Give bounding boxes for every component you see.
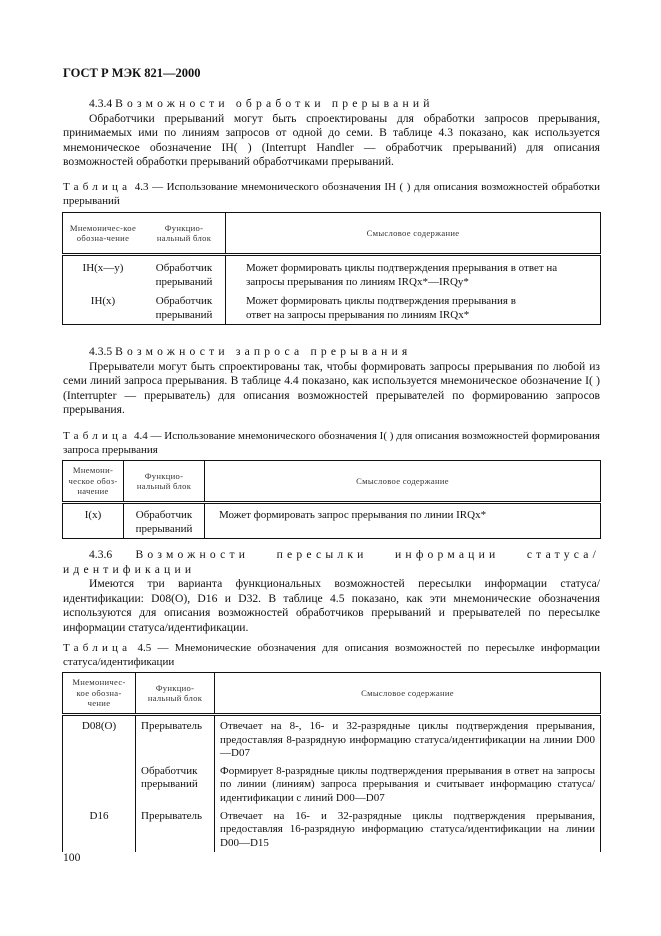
cell: Обработчик прерываний bbox=[155, 295, 213, 321]
cell: IH(x) bbox=[90, 295, 116, 308]
table-label: Таблица bbox=[63, 430, 132, 442]
column-header: Мнемони-ческое обоз-начение bbox=[63, 461, 124, 503]
cell: D08(O) bbox=[81, 720, 117, 732]
cell bbox=[63, 763, 136, 808]
section-number: 4.3.5 bbox=[89, 345, 113, 358]
document-header: ГОСТ Р МЭК 821—2000 bbox=[63, 66, 201, 80]
section-4-3-5 bbox=[63, 345, 600, 418]
paragraph: Обработчики прерываний могут быть спроектированы для обработки запросов прерывания, принимаемых ими по линиям запросов от одной до семи. В таблице 4.3 показано, как используется мнемоническое обозначение IH( ) (Interrupt Handler — обработчик прерываний) для описания возможностей обработки прерываний обработчиками прерываний. bbox=[63, 111, 600, 169]
cell: Может формировать циклы подтверждения прерывания в ответ на запросы прерывания по линиям IRQx*—IRQy* bbox=[226, 255, 601, 294]
cell: Может формировать циклы подтверждения прерывания в ответ на запросы прерывания по линиям IRQx* bbox=[226, 293, 601, 325]
table-4-4 bbox=[62, 460, 601, 539]
cell: Обработчик прерываний bbox=[124, 503, 205, 539]
section-4-3-6 bbox=[63, 548, 600, 636]
table-row bbox=[63, 255, 601, 294]
cell: Прерыватель bbox=[136, 715, 215, 763]
table-4-3-caption bbox=[63, 181, 600, 208]
table-row bbox=[63, 763, 601, 808]
column-header: Функцио-нальный блок bbox=[124, 461, 205, 503]
cell: D16 bbox=[89, 809, 109, 822]
table-row bbox=[63, 715, 601, 763]
column-header: Смысловое содержание bbox=[215, 673, 601, 715]
page-number: 100 bbox=[63, 851, 81, 864]
table-4-5 bbox=[62, 672, 601, 852]
column-header: Мнемоничес-кое обозна-чение bbox=[63, 213, 144, 255]
section-number: 4.3.6 bbox=[89, 548, 113, 561]
paragraph: Прерыватели могут быть спроектированы так, чтобы формировать запросы прерывания по любой из семи линий запроса прерывания. В таблице 4.4 показано, как используется мнемоническое обозначение I( ) (Interrupter — прерыватель) для описания возможностей прерывателей по формированию запросов прерывания. bbox=[63, 359, 600, 417]
table-row bbox=[63, 808, 601, 853]
section-number: 4.3.4 bbox=[89, 97, 113, 110]
cell: IH(x—y) bbox=[82, 262, 124, 274]
cell: Обработчик прерываний bbox=[155, 262, 213, 288]
section-title: Возможности запроса прерывания bbox=[115, 345, 412, 358]
table-label: Таблица bbox=[63, 181, 132, 193]
cell: Прерыватель bbox=[136, 808, 215, 853]
caption-text: 4.3 — Использование мнемонического обозначения IH ( ) для описания возможностей обработки прерываний bbox=[63, 181, 600, 207]
paragraph: Имеются три варианта функциональных возможностей пересылки информации статуса/идентификации: D08(O), D16 и D32. В таблице 4.5 показано, как эти мнемонические обозначения используются для описания возможностей обработчиков прерываний и прерывателей по пересылке информации статуса/идентификации. bbox=[63, 577, 600, 634]
cell: Отвечает на 16- и 32-разрядные циклы подтверждения прерывания, предоставляя 16-разрядную информацию статуса/идентификации на линии D00—D15 bbox=[215, 808, 601, 853]
column-header: Мнемоничес-кое обозна-чение bbox=[63, 673, 136, 715]
column-header: Функцио-нальный блок bbox=[143, 213, 226, 255]
cell: Формирует 8-разрядные циклы подтверждения прерывания в ответ на запросы по линии (линиям) запроса прерывания и считывает информацию статуса/идентификации с линий D00—D07 bbox=[215, 763, 601, 808]
table-4-5-caption bbox=[63, 642, 600, 669]
table-label: Таблица bbox=[63, 642, 132, 654]
section-4-3-4 bbox=[63, 97, 600, 170]
section-title: Возможности пересылки информации статуса/идентификации bbox=[63, 548, 600, 576]
table-row bbox=[63, 293, 601, 325]
table-row bbox=[63, 503, 601, 539]
cell: I(x) bbox=[84, 509, 102, 521]
table-4-4-caption bbox=[63, 430, 600, 457]
table-4-3 bbox=[62, 212, 601, 325]
column-header: Смысловое содержание bbox=[205, 461, 601, 503]
column-header: Смысловое содержание bbox=[226, 213, 601, 255]
section-title: Возможности обработки прерываний bbox=[115, 97, 434, 110]
caption-text: 4.5 — Мнемонические обозначения для описания возможностей по пересылке информации статуса/идентификации bbox=[63, 642, 600, 668]
cell: Может формировать запрос прерывания по линии IRQx* bbox=[205, 503, 601, 539]
column-header: Функцио-нальный блок bbox=[136, 673, 215, 715]
cell: Обработчик прерываний bbox=[136, 763, 215, 808]
cell: Отвечает на 8-, 16- и 32-разрядные циклы подтверждения прерывания, предоставляя 8-разрядную информацию статуса/идентификации на линии D00—D07 bbox=[215, 715, 601, 763]
caption-text: 4.4 — Использование мнемонического обозначения I( ) для описания возможностей формирования запроса прерывания bbox=[63, 430, 600, 456]
